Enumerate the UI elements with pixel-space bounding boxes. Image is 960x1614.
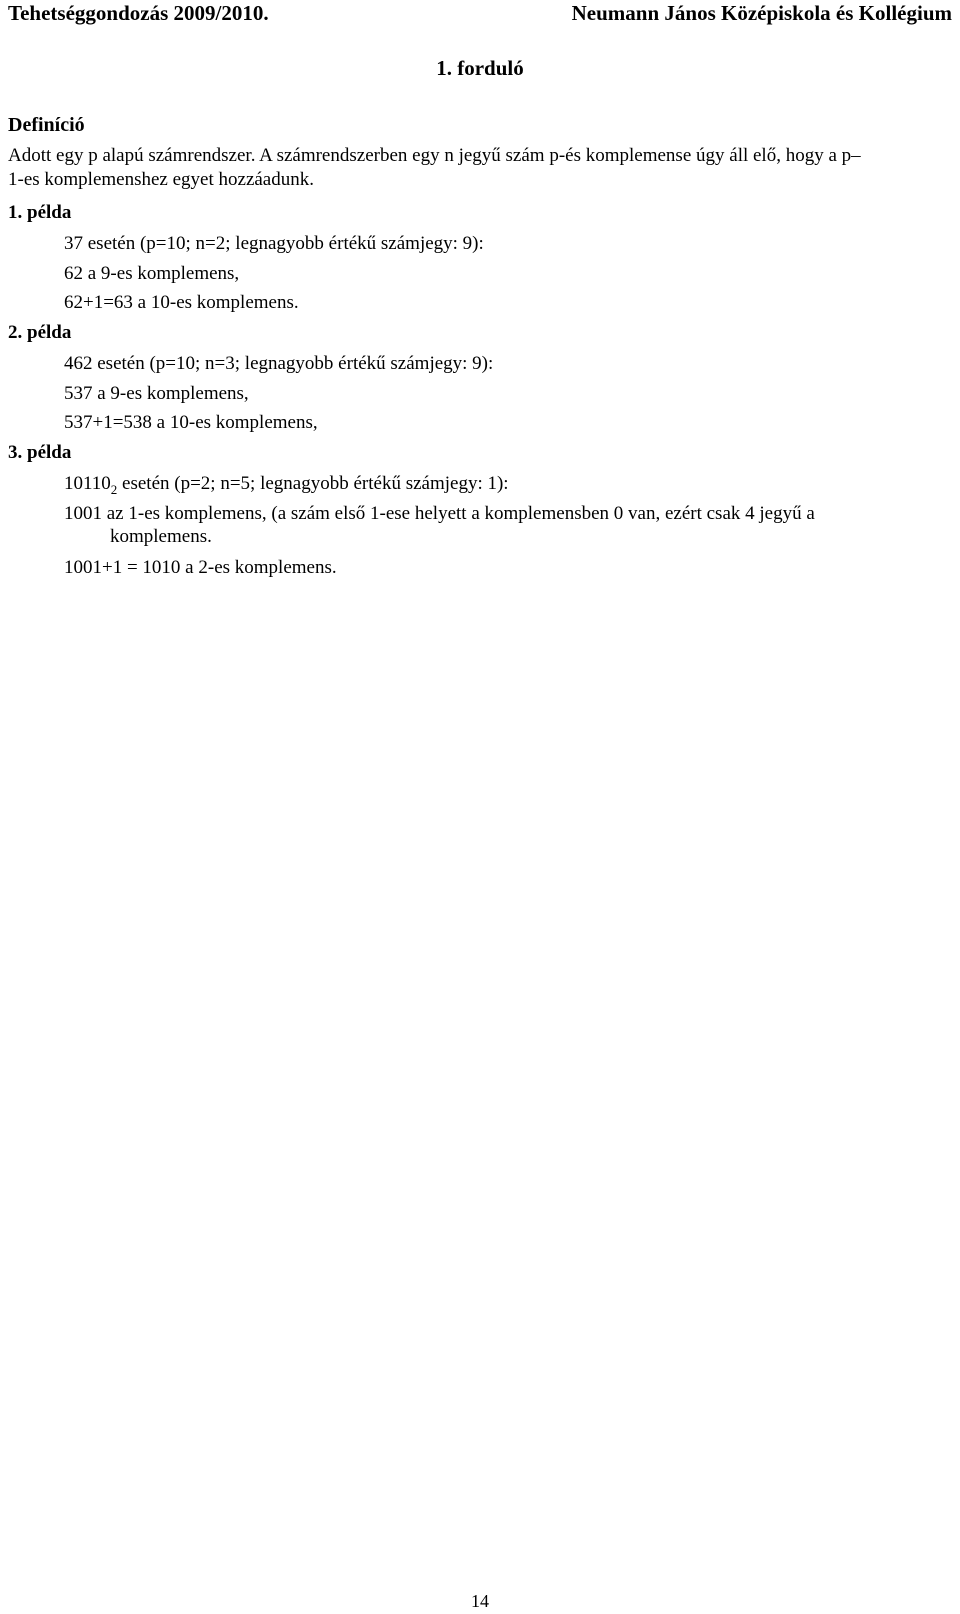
- example-2-line-3: 537+1=538 a 10-es komplemens,: [64, 412, 318, 433]
- example-2-line-2: 537 a 9-es komplemens,: [64, 383, 249, 404]
- definition-text-line-2: 1-es komplemenshez egyet hozzáadunk.: [8, 169, 314, 190]
- example-3-line-2: 1001 az 1-es komplemens, (a szám első 1-ese helyett a komplemensben 0 van, ezért csak 4 jegyű a: [64, 503, 815, 524]
- example-1-heading: 1. példa: [8, 202, 72, 223]
- example-2-heading: 2. példa: [8, 322, 72, 343]
- example-3-line-2-continuation: komplemens.: [110, 526, 212, 547]
- example-1-line-2: 62 a 9-es komplemens,: [64, 263, 240, 284]
- example-3-line-3: 1001+1 = 1010 a 2-es komplemens.: [64, 557, 337, 578]
- example-1-line-3: 62+1=63 a 10-es komplemens.: [64, 292, 299, 313]
- example-3-line-1-rest: esetén (p=2; n=5; legnagyobb értékű számjegy: 1):: [117, 473, 509, 494]
- round-title: 1. forduló: [436, 56, 524, 80]
- example-2-line-1: 462 esetén (p=10; n=3; legnagyobb értékű számjegy: 9):: [64, 353, 494, 374]
- page-number: 14: [471, 1591, 489, 1611]
- definition-text-line-1: Adott egy p alapú számrendszer. A számrendszerben egy n jegyű szám p-és komplemense úgy áll elő, hogy a p–: [8, 145, 861, 166]
- example-1-line-1: 37 esetén (p=10; n=2; legnagyobb értékű számjegy: 9):: [64, 233, 484, 254]
- definition-heading: Definíció: [8, 114, 85, 136]
- example-3-heading: 3. példa: [8, 442, 72, 463]
- header-left-title: Tehetséggondozás 2009/2010.: [8, 1, 269, 25]
- header-right-title: Neumann János Középiskola és Kollégium: [571, 1, 952, 25]
- binary-number: 10110: [64, 473, 111, 494]
- base-subscript: 2: [110, 481, 118, 497]
- example-3-line-1: [64, 471, 509, 497]
